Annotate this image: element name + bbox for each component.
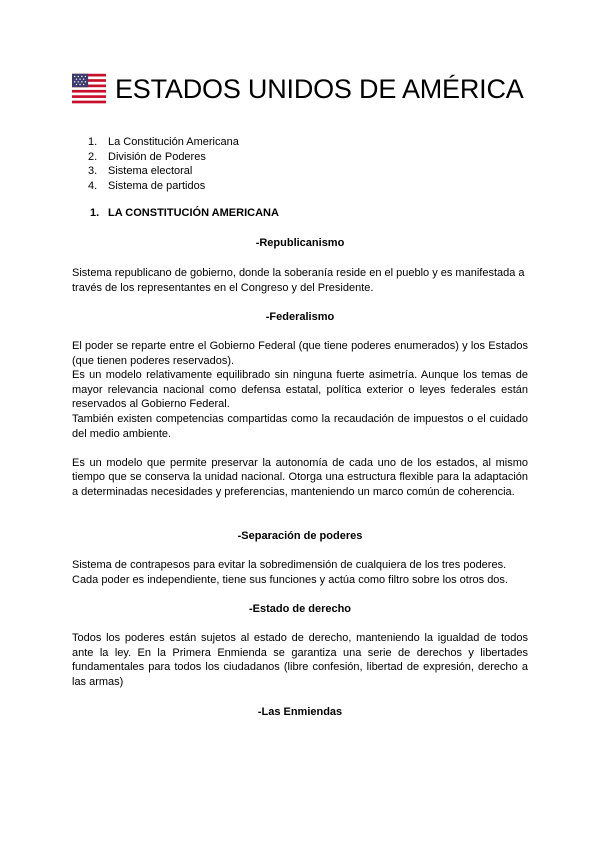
subheading-federalismo: -Federalismo	[265, 311, 335, 323]
subheading-separacion: -Separación de poderes	[237, 530, 363, 542]
separacion-p2: Cada poder es independiente, tiene sus funciones y actúa como filtro sobre los otros dos.	[72, 573, 508, 586]
us-flag-icon	[72, 72, 106, 106]
separacion-p1: Sistema de contrapesos para evitar la sobredimensión de cualquiera de los tres poderes.	[72, 559, 507, 571]
federalismo-p4: Es un modelo que permite preservar la autonomía de cada uno de los estados, al mismo tiempo que se conserva la unidad nacional. Otorga una estructura flexible para la adaptación a determinadas necesidades y preferencias, manteniendo un marco común de coherencia.	[72, 456, 528, 498]
paragraph-estado-derecho: Todos los poderes están sujetos al estado de derecho, manteniendo la igualdad de todos ante la ley. En la Primera Enmienda se garantiza una serie de derechos y libertades fundamentales para todos los ciudadanos (libre confesión, libertad de expresión, derecho a las armas)	[72, 632, 528, 688]
federalismo-p3: También existen competencias compartidas como la recaudación de impuestos o el cuidado del medio ambiente.	[72, 412, 528, 440]
toc-item: 4. Sistema de partidos	[88, 179, 206, 192]
subheading-republicanismo: -Republicanismo	[255, 237, 345, 249]
document-header	[72, 72, 524, 106]
toc-item: 1. La Constitución Americana	[88, 136, 239, 148]
toc-item: 2. División de Poderes	[88, 150, 206, 163]
paragraph-separacion	[72, 558, 528, 587]
paragraph-republicanismo: Sistema republicano de gobierno, donde la soberanía reside en el pueblo y es manifestada a través de los representantes en el Congreso y del Presidente.	[72, 267, 525, 294]
subheading-enmiendas: -Las Enmiendas	[257, 706, 343, 718]
page-title: ESTADOS UNIDOS DE AMÉRICA	[115, 73, 524, 104]
paragraph-federalismo	[72, 339, 528, 500]
federalismo-p2: Es un modelo relativamente equilibrado sin ninguna fuerte asimetría. Aunque los temas de mayor relevancia nacional como defensa estatal, política exterior o leyes federales están reservados al Gobierno Federal.	[72, 369, 528, 411]
section-heading: 1. LA CONSTITUCIÓN AMERICANA	[90, 207, 279, 219]
table-of-contents	[88, 135, 239, 193]
toc-item: 3. Sistema electoral	[88, 165, 193, 178]
federalismo-p1: El poder se reparte entre el Gobierno Federal (que tiene poderes enumerados) y los Estados (que tienen poderes reservados).	[72, 340, 528, 367]
subheading-estado-derecho: -Estado de derecho	[248, 603, 352, 615]
